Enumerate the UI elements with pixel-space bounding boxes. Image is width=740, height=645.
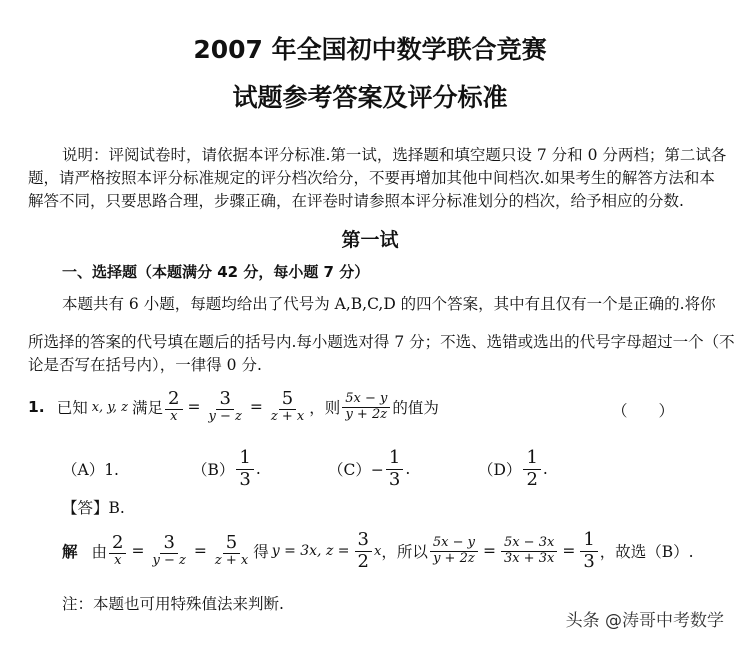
- fraction-target: $\frac{5x - y}{y + 2z}$: [342, 392, 390, 423]
- option-d: （D） $\frac{1}{2}$ .: [478, 446, 548, 490]
- question-tail: 的值为: [392, 399, 439, 417]
- option-a: （A）1.: [62, 461, 119, 479]
- solution-line: 解 由 $\frac{2}{x}$ = $\frac{3}{y - z}$ = $\frac{5}{z + x}$ 得 y = 3x, z = $\frac{3}{2}$ x ，所以 $\frac{5x - y}{y + 2z}$ = $\frac{5x - 3x}{3x + 3x}$ = $\frac{1}{3}$ ，故选（B）.: [62, 528, 694, 572]
- question-1: 1. 已知 x, y, z 满足 $\frac{2}{x}$ = $\frac{3}{y - z}$ = $\frac{5}{z + x}$ ，则 $\frac{5x - y}{y + 2z}$ 的值为: [28, 387, 439, 425]
- question-number: 1.: [28, 398, 45, 416]
- part1-desc-1: 本题共有 6 小题，每题均给出了代号为 A,B,C,D 的四个答案，其中有且仅有一个是正确的.将你: [62, 295, 716, 313]
- part1-heading: 一、选择题（本题满分 42 分，每小题 7 分）: [62, 263, 370, 281]
- question-cond: 满足: [132, 399, 164, 417]
- option-c: （C）− $\frac{1}{3}$ .: [328, 446, 411, 490]
- title-line-1: 2007 年全国初中数学联合竞赛: [193, 35, 547, 64]
- title-line-2: 试题参考答案及评分标准: [232, 83, 508, 112]
- intro-line-3: 解答不同，只要思路合理，步骤正确，在评卷时请参照本评分标准划分的档次，给予相应的分数.: [28, 192, 684, 210]
- part1-desc-3: 论是否写在括号内），一律得 0 分.: [28, 356, 262, 374]
- fraction-3-over-y-minus-z: $\frac{3}{y - z}$: [208, 387, 242, 425]
- answer-parentheses: （ ）: [612, 402, 675, 420]
- section-title: 第一试: [341, 229, 399, 251]
- fraction-5-over-z-plus-x: $\frac{5}{z + x}$: [270, 387, 305, 425]
- fraction-2-over-x: $\frac{2}{x}$: [165, 389, 182, 426]
- part1-desc-2: 所选择的答案的代号填在题后的括号内.每小题选对得 7 分；不选、选错或选出的代号字母超过一个（不: [28, 333, 735, 351]
- intro-line-1: 说明：评阅试卷时，请依据本评分标准.第一试，选择题和填空题只设 7 分和 0 分两档；第二试各: [62, 146, 727, 164]
- note-line: 注：本题也可用特殊值法来判断.: [62, 595, 284, 613]
- question-then: ，则: [309, 399, 341, 417]
- intro-line-2: 题，请严格按照本评分标准规定的评分档次给分，不要再增加其他中间档次.如果考生的解答方法和本: [28, 169, 715, 187]
- answer-line: 【答】B.: [62, 499, 125, 517]
- option-b: （B） $\frac{1}{3}$ .: [192, 446, 261, 490]
- question-pre: 已知: [56, 399, 88, 417]
- watermark: 头条 @涛哥中考数学: [565, 611, 724, 631]
- solution-label: 解: [62, 543, 78, 561]
- question-vars: x, y, z: [91, 399, 129, 415]
